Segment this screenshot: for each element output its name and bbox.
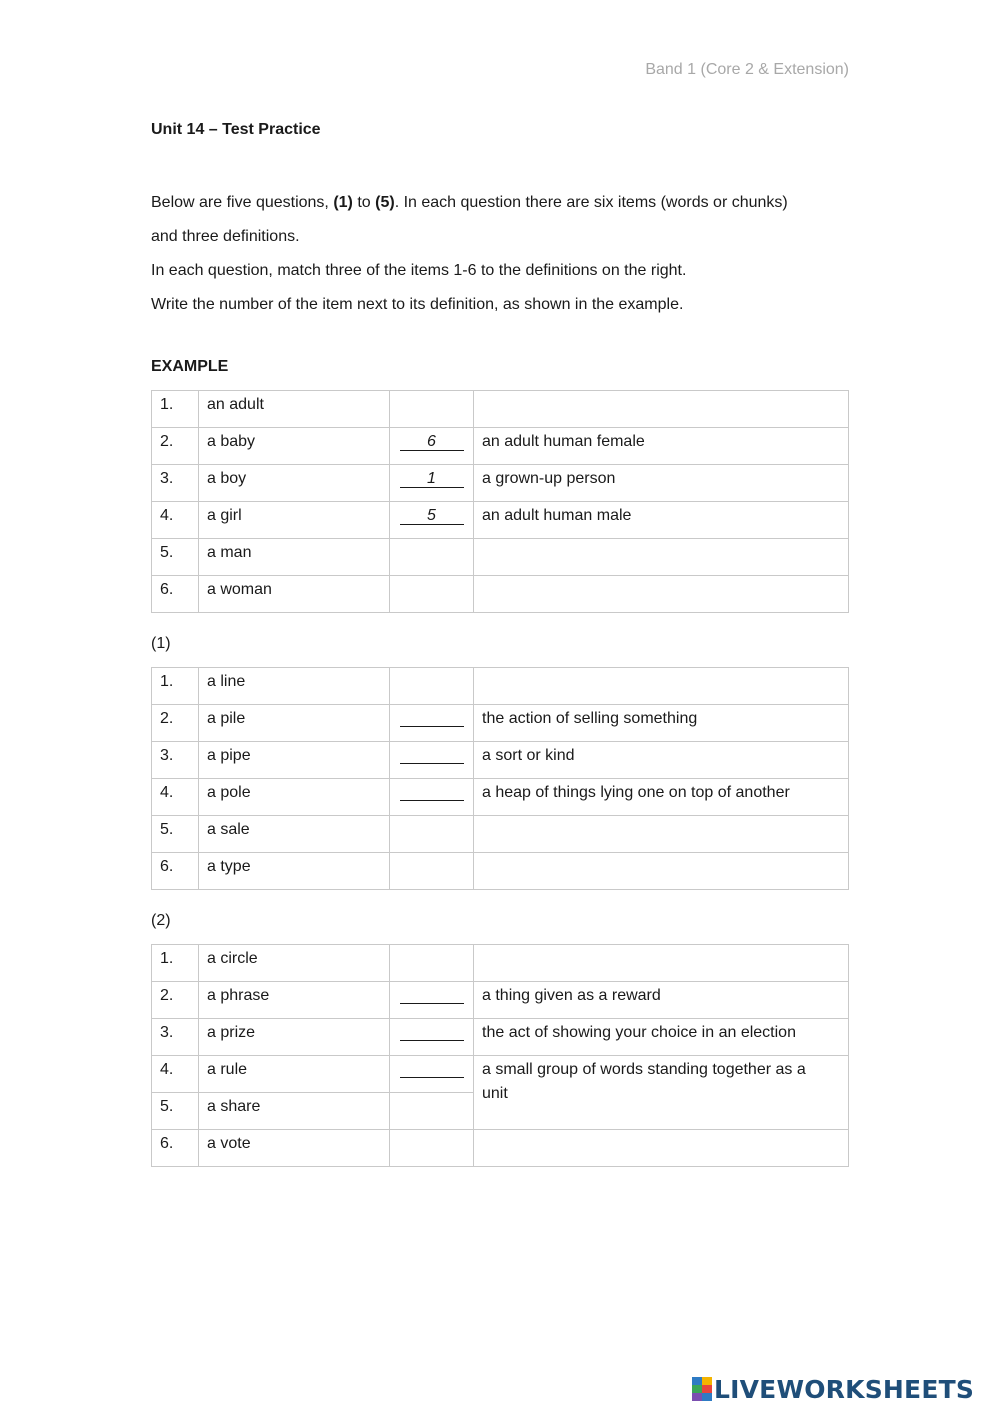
question-2-table (151, 944, 849, 1167)
item-number: 2. (152, 705, 199, 742)
liveworksheets-logo[interactable] (692, 1374, 974, 1404)
table-row (152, 945, 849, 982)
answer-cell (390, 502, 474, 539)
table-row (152, 853, 849, 890)
definition-line: unit (482, 1085, 508, 1102)
instruction-line-1: Below are five questions, (1) to (5). In each question there are six items (words or chunks) (151, 194, 788, 211)
definition-text: an adult human female (474, 428, 849, 465)
question-1-label: (1) (151, 635, 171, 652)
answer-cell-empty (390, 816, 474, 853)
answer-input[interactable] (400, 1061, 464, 1078)
item-number: 4. (152, 502, 199, 539)
definition-line: a small group of words standing together as a (482, 1061, 806, 1078)
item-text: a baby (199, 428, 390, 465)
table-row (152, 779, 849, 816)
item-text: a prize (199, 1019, 390, 1056)
definition-text: the act of showing your choice in an election (474, 1019, 849, 1056)
answer-cell-empty (390, 1093, 474, 1130)
answer-blank: 6 (400, 434, 464, 451)
instruction-line-2: and three definitions. (151, 228, 300, 245)
instruction-line-3: In each question, match three of the items 1-6 to the definitions on the right. (151, 262, 687, 279)
item-number: 5. (152, 539, 199, 576)
item-text: a line (199, 668, 390, 705)
logo-mark-icon (692, 1377, 712, 1401)
answer-cell (390, 1019, 474, 1056)
page-title: Unit 14 – Test Practice (151, 121, 321, 138)
definition-text: a grown-up person (474, 465, 849, 502)
table-row (152, 816, 849, 853)
item-number: 2. (152, 982, 199, 1019)
definition-text: a heap of things lying one on top of another (474, 779, 849, 816)
instruction-line-4: Write the number of the item next to its definition, as shown in the example. (151, 296, 684, 313)
item-text: a man (199, 539, 390, 576)
answer-cell (390, 1056, 474, 1093)
item-number: 1. (152, 945, 199, 982)
example-label: EXAMPLE (151, 358, 229, 375)
answer-input[interactable] (400, 1024, 464, 1041)
item-text: a pipe (199, 742, 390, 779)
answer-cell-empty (390, 668, 474, 705)
definition-text: the action of selling something (474, 705, 849, 742)
question-2-label: (2) (151, 912, 171, 929)
item-text: a phrase (199, 982, 390, 1019)
answer-cell-empty (390, 945, 474, 982)
definition-empty (474, 668, 849, 705)
table-row (152, 539, 849, 576)
table-row (152, 1130, 849, 1167)
answer-cell (390, 779, 474, 816)
table-row (152, 428, 849, 465)
item-text: a woman (199, 576, 390, 613)
answer-cell (390, 465, 474, 502)
item-text: a boy (199, 465, 390, 502)
table-row (152, 576, 849, 613)
table-row (152, 668, 849, 705)
answer-input[interactable] (400, 784, 464, 801)
example-table (151, 390, 849, 613)
definition-empty (474, 945, 849, 982)
item-text: a sale (199, 816, 390, 853)
item-text: a type (199, 853, 390, 890)
table-row (152, 465, 849, 502)
item-text: a vote (199, 1130, 390, 1167)
table-row (152, 982, 849, 1019)
logo-tile (702, 1385, 712, 1393)
item-number: 1. (152, 391, 199, 428)
item-number: 3. (152, 465, 199, 502)
answer-input[interactable] (400, 710, 464, 727)
item-text: an adult (199, 391, 390, 428)
item-text: a girl (199, 502, 390, 539)
item-number: 1. (152, 668, 199, 705)
definition-empty (474, 576, 849, 613)
item-number: 6. (152, 576, 199, 613)
item-number: 3. (152, 742, 199, 779)
logo-tile (692, 1385, 702, 1393)
definition-text: a sort or kind (474, 742, 849, 779)
answer-cell (390, 742, 474, 779)
item-number: 4. (152, 1056, 199, 1093)
table-row (152, 502, 849, 539)
item-text: a share (199, 1093, 390, 1130)
answer-cell-empty (390, 391, 474, 428)
item-number: 5. (152, 816, 199, 853)
logo-tile (692, 1393, 702, 1401)
definition-empty (474, 816, 849, 853)
item-number: 2. (152, 428, 199, 465)
answer-cell-empty (390, 1130, 474, 1167)
table-row (152, 705, 849, 742)
logo-tile (702, 1393, 712, 1401)
answer-cell (390, 705, 474, 742)
item-text: a circle (199, 945, 390, 982)
answer-cell-empty (390, 576, 474, 613)
answer-blank: 1 (400, 471, 464, 488)
definition-text: an adult human male (474, 502, 849, 539)
table-row (152, 742, 849, 779)
definition-empty (474, 539, 849, 576)
definition-empty (474, 1130, 849, 1167)
instructions (151, 186, 851, 322)
item-text: a rule (199, 1056, 390, 1093)
answer-cell-empty (390, 539, 474, 576)
question-1-table (151, 667, 849, 890)
answer-cell (390, 428, 474, 465)
definition-empty (474, 853, 849, 890)
item-number: 3. (152, 1019, 199, 1056)
item-number: 5. (152, 1093, 199, 1130)
definition-empty (474, 391, 849, 428)
definition-text-multiline (474, 1056, 849, 1130)
logo-tile (702, 1377, 712, 1385)
answer-blank: 5 (400, 508, 464, 525)
answer-input[interactable] (400, 987, 464, 1004)
band-label: Band 1 (Core 2 & Extension) (645, 61, 849, 78)
definition-text: a thing given as a reward (474, 982, 849, 1019)
table-row (152, 391, 849, 428)
item-number: 6. (152, 853, 199, 890)
item-number: 4. (152, 779, 199, 816)
table-row (152, 1019, 849, 1056)
item-number: 6. (152, 1130, 199, 1167)
answer-input[interactable] (400, 747, 464, 764)
logo-text: LIVEWORKSHEETS (714, 1374, 975, 1404)
answer-cell-empty (390, 853, 474, 890)
table-row (152, 1056, 849, 1093)
item-text: a pile (199, 705, 390, 742)
logo-tile (692, 1377, 702, 1385)
answer-cell (390, 982, 474, 1019)
item-text: a pole (199, 779, 390, 816)
